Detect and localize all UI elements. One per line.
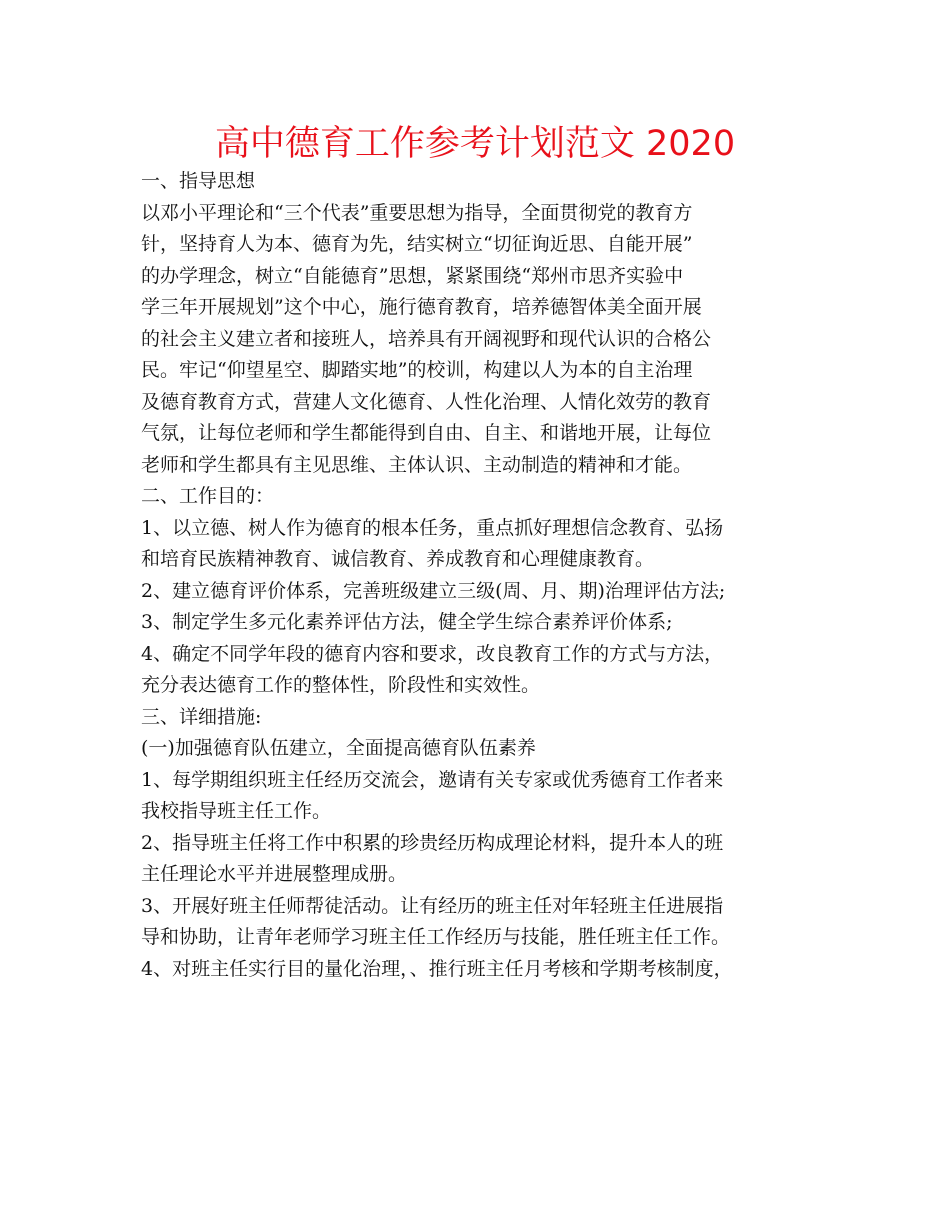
- paragraph-line: 的办学理念，树立“自能德育”思想，紧紧围绕“郑州市思齐实验中: [141, 264, 684, 287]
- paragraph-line: 针，坚持育人为本、德育为先，结实树立“切征询近思、自能开展”: [141, 233, 693, 255]
- list-item-line: 4、确定不同学年段的德育内容和要求，改良教育工作的方式与方法，: [141, 642, 724, 665]
- document-title: 高中德育工作参考计划范文 2020: [214, 124, 736, 164]
- paragraph-line: 及德育教育方式，营建人文化德育、人性化治理、人情化效劳的教育: [141, 390, 712, 413]
- list-item-line: 3、开展好班主任师帮徒活动。让有经历的班主任对年轻班主任进展指: [141, 894, 724, 917]
- list-item-line: 和培育民族精神教育、诚信教育、养成教育和心理健康教育。: [141, 548, 655, 570]
- list-item-line: 导和协助，让青年老师学习班主任工作经历与技能，胜任班主任工作。: [141, 926, 731, 948]
- list-item-line: 1、以立德、树人作为德育的根本任务，重点抓好理想信念教育、弘扬: [141, 516, 724, 539]
- paragraph-line: 以邓小平理论和“三个代表”重要思想为指导，全面贯彻党的教育方: [141, 201, 693, 224]
- document-body: [141, 166, 821, 985]
- list-item-line: 2、建立德育评价体系，完善班级建立三级(周、月、期)治理评估方法;: [141, 579, 726, 602]
- list-item-line: 充分表达德育工作的整体性，阶段性和实效性。: [141, 674, 541, 696]
- paragraph-line: 的社会主义建立者和接班人，培养具有开阔视野和现代认识的合格公: [141, 327, 712, 350]
- section-heading-measures: 三、详细措施:: [141, 705, 262, 728]
- paragraph-line: 民。牢记“仰望星空、脚踏实地”的校训，构建以人为本的自主治理: [141, 359, 693, 381]
- list-item-line: 2、指导班主任将工作中积累的珍贵经历构成理论材料，提升本人的班: [141, 831, 724, 854]
- list-item-line: 1、每学期组织班主任经历交流会，邀请有关专家或优秀德育工作者来: [141, 768, 724, 791]
- subsection-heading: (一)加强德育队伍建立，全面提高德育队伍素养: [141, 737, 536, 759]
- list-item-line: 我校指导班主任工作。: [141, 800, 332, 822]
- paragraph-line: 老师和学生都具有主见思维、主体认识、主动制造的精神和才能。: [141, 453, 693, 476]
- list-item-line: 主任理论水平并进展整理成册。: [141, 863, 408, 885]
- section-heading-work-goals: 二、工作目的：: [141, 485, 275, 507]
- paragraph-line: 气氛，让每位老师和学生都能得到自由、自主、和谐地开展，让每位: [141, 422, 712, 444]
- paragraph-line: 学三年开展规划”这个中心，施行德育教育，培养德智体美全面开展: [141, 296, 702, 318]
- list-item-line: 3、制定学生多元化素养评估方法，健全学生综合素养评价体系;: [141, 611, 673, 633]
- list-item-line: 4、对班主任实行目的量化治理，、推行班主任月考核和学期考核制度，: [141, 957, 733, 980]
- section-heading-guiding-ideology: 一、指导思想: [141, 170, 256, 192]
